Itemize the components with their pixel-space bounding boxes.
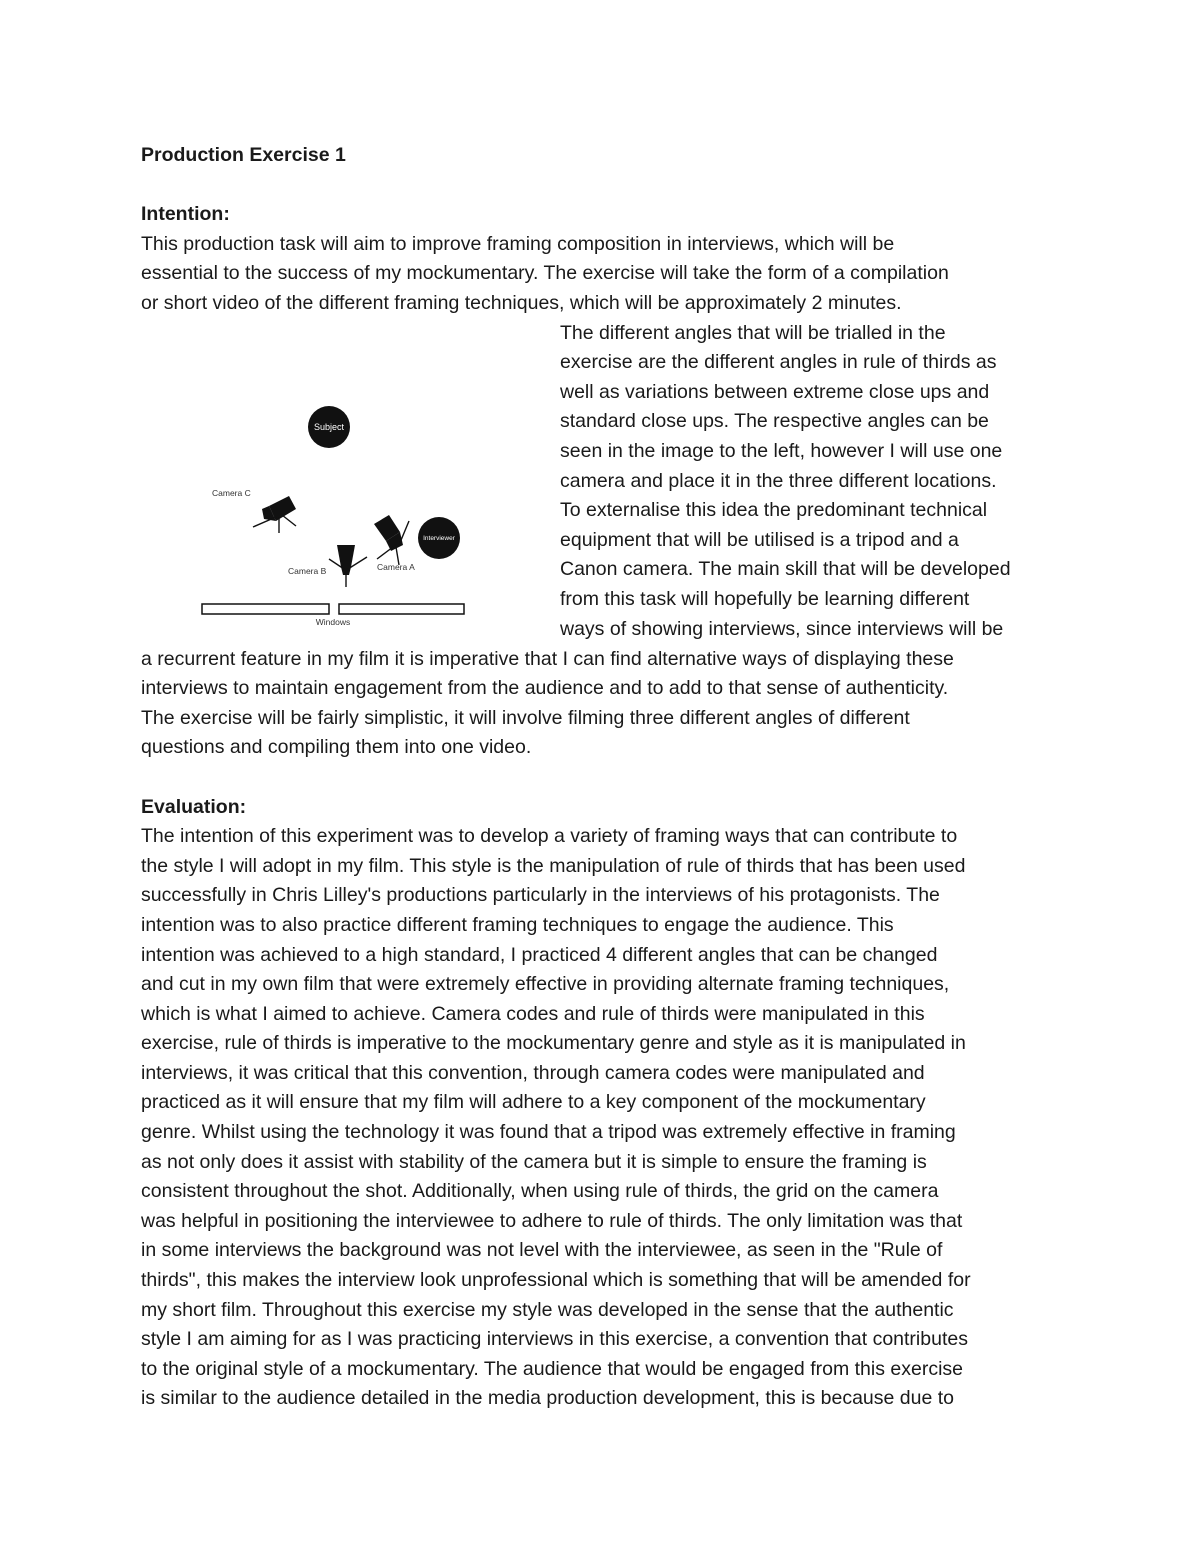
spacer bbox=[141, 171, 1061, 201]
evaluation-line: practiced as it will ensure that my film will adhere to a key component of the mockumentary bbox=[141, 1091, 926, 1114]
evaluation-line: consistent throughout the shot. Additionally, when using rule of thirds, the grid on the camera bbox=[141, 1180, 939, 1203]
interviewer-label: Interviewer bbox=[423, 534, 455, 542]
evaluation-line: to the original style of a mockumentary. The audience that would be engaged from this exercise bbox=[141, 1357, 963, 1380]
windows-label: Windows bbox=[315, 616, 351, 627]
intention-line: a recurrent feature in my film it is imperative that I can find alternative ways of displaying these bbox=[141, 647, 954, 670]
camera-b-label: Camera B bbox=[288, 565, 327, 576]
evaluation-line: was helpful in positioning the interviewee to adhere to rule of thirds. The only limitation was that bbox=[141, 1209, 963, 1232]
evaluation-line: which is what I aimed to achieve. Camera codes and rule of thirds were manipulated in this bbox=[141, 1002, 925, 1025]
side-line: exercise are the different angles in rule of thirds as bbox=[560, 351, 997, 374]
intention-line: This production task will aim to improve framing composition in interviews, which will be bbox=[141, 232, 895, 255]
side-line: from this task will hopefully be learning different bbox=[560, 587, 970, 610]
side-line: Canon camera. The main skill that will be developed bbox=[560, 558, 1011, 581]
side-line: To externalise this idea the predominant technical bbox=[560, 499, 988, 522]
evaluation-line: style I am aiming for as I was practicing interviews in this exercise, a convention that contributes bbox=[141, 1328, 968, 1351]
subject-label: Subject bbox=[313, 421, 345, 432]
window-left bbox=[202, 604, 329, 614]
figure-and-text-block bbox=[141, 319, 1061, 645]
evaluation-line: interviews, it was critical that this convention, through camera codes were manipulated and bbox=[141, 1061, 925, 1084]
window-right bbox=[339, 604, 464, 614]
intention-line: questions and compiling them into one video. bbox=[141, 736, 532, 759]
evaluation-line: The intention of this experiment was to develop a variety of framing ways that can contribute to bbox=[141, 825, 958, 848]
evaluation-line: my short film. Throughout this exercise my style was developed in the sense that the authentic bbox=[141, 1298, 954, 1321]
camera-c-label: Camera C bbox=[212, 487, 251, 498]
evaluation-line: the style I will adopt in my film. This style is the manipulation of rule of thirds that has been used bbox=[141, 854, 966, 877]
evaluation-line: intention was to also practice different framing techniques to engage the audience. This bbox=[141, 913, 894, 936]
camera-setup-diagram bbox=[141, 349, 546, 639]
intention-line: interviews to maintain engagement from the audience and to add to that sense of authenticity. bbox=[141, 677, 949, 700]
evaluation-line: is similar to the audience detailed in the media production development, this is because due to bbox=[141, 1387, 954, 1410]
document-body bbox=[141, 141, 1061, 1414]
side-line: well as variations between extreme close ups and bbox=[560, 380, 990, 403]
side-line: ways of showing interviews, since interviews will be bbox=[560, 617, 1004, 640]
side-line: The different angles that will be trialled in the bbox=[560, 321, 946, 344]
intention-line: The exercise will be fairly simplistic, it will involve filming three different angles of different bbox=[141, 706, 910, 729]
intention-line: or short video of the different framing techniques, which will be approximately 2 minutes. bbox=[141, 291, 902, 314]
evaluation-line: genre. Whilst using the technology it was found that a tripod was extremely effective in framing bbox=[141, 1121, 956, 1144]
spacer bbox=[141, 763, 1061, 793]
evaluation-line: thirds", this makes the interview look unprofessional which is something that will be amended for bbox=[141, 1269, 971, 1292]
page-title: Production Exercise 1 bbox=[141, 144, 346, 166]
evaluation-line: as not only does it assist with stability of the camera but it is simple to ensure the framing is bbox=[141, 1150, 927, 1173]
side-line: camera and place it in the three different locations. bbox=[560, 469, 997, 492]
camera-a-icon bbox=[374, 515, 409, 565]
side-line: equipment that will be utilised is a tripod and a bbox=[560, 528, 959, 551]
evaluation-line: intention was achieved to a high standard, I practiced 4 different angles that can be changed bbox=[141, 943, 938, 966]
camera-setup-svg bbox=[141, 349, 546, 639]
evaluation-line: exercise, rule of thirds is imperative to the mockumentary genre and style as it is manipulated in bbox=[141, 1032, 966, 1055]
evaluation-heading: Evaluation: bbox=[141, 795, 247, 818]
intention-line: essential to the success of my mockumentary. The exercise will take the form of a compilation bbox=[141, 262, 949, 285]
side-line: seen in the image to the left, however I will use one bbox=[560, 439, 1003, 462]
side-line: standard close ups. The respective angles can be bbox=[560, 410, 989, 433]
evaluation-line: and cut in my own film that were extremely effective in providing alternate framing techniques, bbox=[141, 973, 950, 996]
evaluation-line: successfully in Chris Lilley's productions particularly in the interviews of his protagonists. The bbox=[141, 884, 940, 907]
intention-heading: Intention: bbox=[141, 203, 230, 226]
camera-c-icon bbox=[253, 496, 296, 533]
camera-b-icon bbox=[329, 545, 367, 587]
intention-side-text bbox=[560, 319, 1011, 645]
camera-a-label: Camera A bbox=[377, 561, 415, 572]
evaluation-line: in some interviews the background was not level with the interviewee, as seen in the "Rule of bbox=[141, 1239, 943, 1262]
